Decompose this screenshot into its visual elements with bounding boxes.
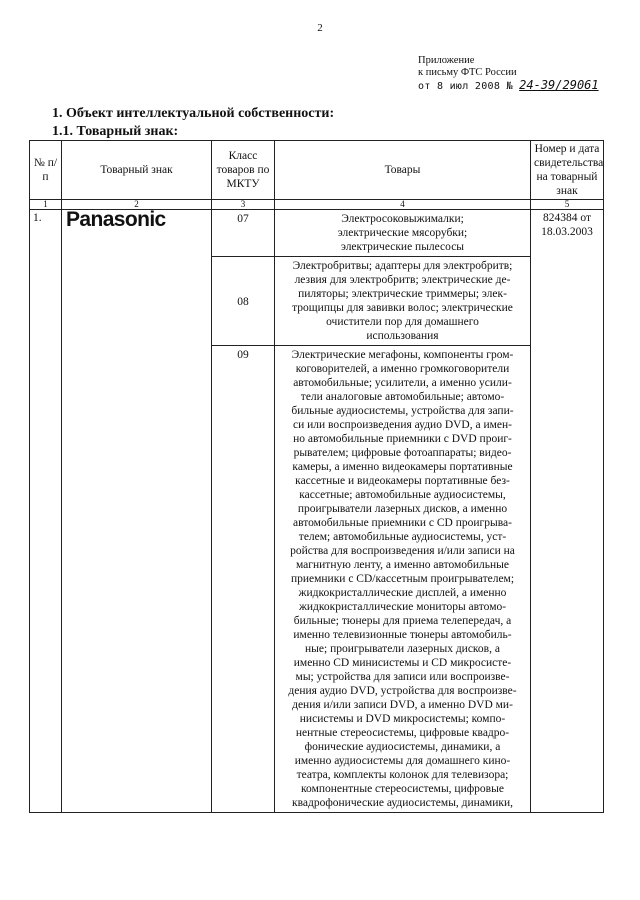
class-cell: 07 <box>212 210 275 257</box>
trademark-logo: Panasonic <box>62 210 212 813</box>
goods-line: нентные стереосистемы, цифровые квадро- <box>295 727 510 739</box>
goods-line: автомобильные приемники с CD проигрыва- <box>293 517 512 529</box>
goods-line: телем; автомобильные аудиосистемы, уст- <box>298 531 507 543</box>
column-number: 2 <box>62 200 212 210</box>
goods-line: очистители пор для домашнего <box>326 316 479 328</box>
goods-line: нисистемы и DVD микросистемы; компо- <box>299 713 506 725</box>
header-goods: Товары <box>275 141 531 200</box>
goods-line: компонентные стереосистемы, цифровые <box>301 783 504 795</box>
goods-line: коговорителей, а именно громкоговорители <box>295 363 510 375</box>
table-header-row <box>30 141 604 200</box>
goods-line: театра, комплекты колонок для телевизора; <box>296 769 509 781</box>
goods-line: дения и/или записи DVD, а именно DVD ми- <box>292 699 513 711</box>
goods-line: бильные аудиосистемы, устройства для запи- <box>291 405 514 417</box>
goods-line: электрические пылесосы <box>340 241 465 253</box>
goods-line: тели аналоговые автомобильные; автомо- <box>300 391 505 403</box>
attachment-line1: Приложение <box>418 55 475 66</box>
class-cell: 09 <box>212 346 275 813</box>
goods-line: жидкокристаллические мониторы автомо- <box>298 601 507 613</box>
header-number: № п/п <box>30 141 62 200</box>
goods-line: лезвия для электробритв; электрические де- <box>294 274 511 286</box>
certificate-cell: 824384 от 18.03.2003 <box>531 210 604 813</box>
goods-line: си или воспроизведения аудио DVD, а имен- <box>293 419 512 431</box>
goods-line: Электробритвы; адаптеры для электробритв; <box>292 260 513 272</box>
column-number: 4 <box>275 200 531 210</box>
goods-line: использования <box>366 330 439 342</box>
header-class: Класс товаров по МКТУ <box>212 141 275 200</box>
attachment-date: от 8 июл 2008 <box>418 81 501 92</box>
goods-line: но автомобильные приемники с DVD проиг- <box>293 433 512 445</box>
goods-line: жидкокристаллические дисплей, а именно <box>298 587 507 599</box>
attachment-no-label: № <box>506 81 513 92</box>
goods-line: ные; проигрыватели лазерных дисков, а <box>305 643 500 655</box>
attachment-line3 <box>418 79 599 93</box>
goods-line: трощипцы для завивки волос; электрические <box>292 302 513 314</box>
goods-line: дения аудио DVD, устройства для воспроизве- <box>288 685 517 697</box>
goods-line: кассетные; автомобильные аудиосистемы, <box>299 489 506 501</box>
attachment-line2: к письму ФТС России <box>418 67 517 78</box>
table-row <box>30 210 604 257</box>
goods-line: кассетные и видеокамеры портативные без- <box>295 475 510 487</box>
goods-line: именно CD минисистемы и CD микросисте- <box>293 657 512 669</box>
class-cell: 08 <box>212 257 275 346</box>
goods-line: именно телевизионные тюнеры автомобиль- <box>293 629 512 641</box>
goods-cell <box>275 346 531 813</box>
goods-line: квадрофонические аудиосистемы, динамики, <box>292 797 513 809</box>
goods-line: камеры, а именно видеокамеры портативные <box>292 461 513 473</box>
goods-cell <box>275 257 531 346</box>
goods-line: фонические аудиосистемы, динамики, а <box>304 741 501 753</box>
trademark-table <box>29 140 604 813</box>
goods-cell <box>275 210 531 257</box>
goods-line: проигрыватели лазерных дисков, а именно <box>297 503 508 515</box>
goods-line: Электрические мегафоны, компоненты гром- <box>291 349 514 361</box>
goods-line: приемники с CD/кассетным проигрывателем; <box>290 573 515 585</box>
column-number: 1 <box>30 200 62 210</box>
header-certificate: Номер и дата свидетельства на товарный знак <box>531 141 604 200</box>
header-trademark: Товарный знак <box>62 141 212 200</box>
attachment-block <box>418 55 599 93</box>
goods-line: именно аудиосистемы для домашнего кино- <box>294 755 511 767</box>
goods-line: пиляторы; электрические триммеры; элек- <box>298 288 507 300</box>
page-number: 2 <box>317 22 323 34</box>
attachment-number: 24-39/29061 <box>519 78 599 92</box>
subsection-title: 1.1. Товарный знак: <box>52 124 179 139</box>
column-number: 5 <box>531 200 604 210</box>
goods-line: бильные; тюнеры для приема телепередач, а <box>293 615 512 627</box>
goods-line: ройства для воспроизведения и/или записи на <box>290 545 515 557</box>
row-number: 1. <box>30 210 62 813</box>
goods-line: электрические мясорубки; <box>337 227 468 239</box>
goods-line: магнитную ленту, а именно автомобильные <box>295 559 510 571</box>
goods-line: автомобильные; усилители, а именно усили- <box>293 377 512 389</box>
goods-line: рывателем; цифровые фотоаппараты; видео- <box>293 447 512 459</box>
column-number: 3 <box>212 200 275 210</box>
section-title: 1. Объект интеллектуальной собственности: <box>52 106 335 121</box>
goods-line: мы; устройства для записи или воспроизве- <box>295 671 510 683</box>
goods-line: Электросоковыжималки; <box>341 213 464 225</box>
